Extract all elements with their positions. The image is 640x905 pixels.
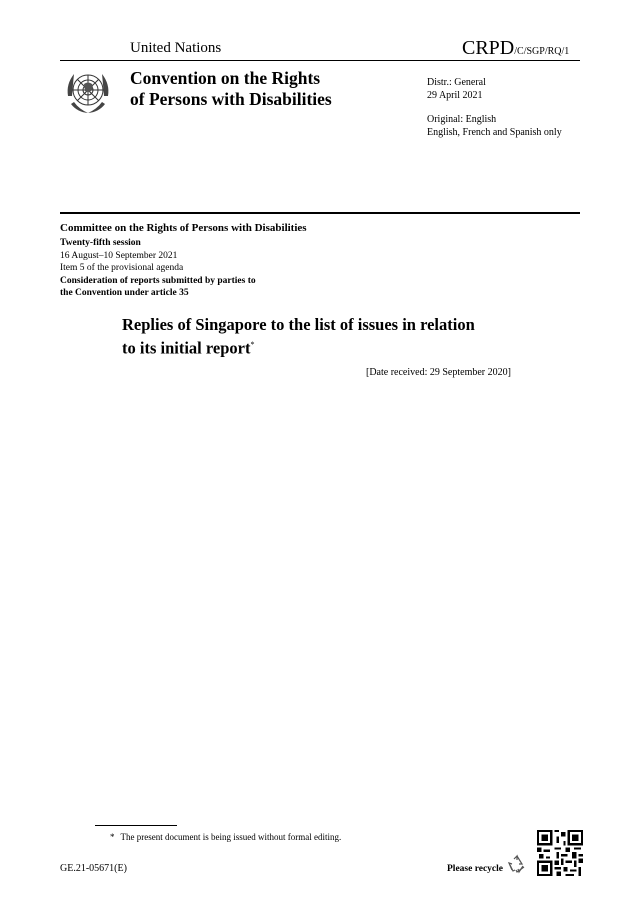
agenda-title-line2: the Convention under article 35 [60,288,189,298]
un-emblem-icon [62,66,114,118]
document-title-line1: Replies of Singapore to the list of issues in relation [122,315,475,334]
distribution-type: Distr.: General [427,77,486,88]
original-language: Original: English [427,114,497,125]
available-languages: English, French and Spanish only [427,127,562,138]
issue-date: 29 April 2021 [427,90,483,101]
section-rule [60,212,580,214]
footnote-rule [95,825,177,826]
language-block [427,113,562,139]
convention-title [130,68,332,110]
session-dates: 16 August–10 September 2021 [60,250,178,261]
header-rule [60,60,580,61]
footnote-text: The present document is being issued without formal editing. [120,832,342,842]
document-symbol [462,37,569,60]
convention-title-line1: Convention on the Rights [130,68,321,88]
footnote-reference[interactable]: * [250,340,255,349]
recycle-text: Please recycle [447,864,503,874]
agenda-item: Item 5 of the provisional agenda [60,263,184,273]
document-title-line2: to its initial report [122,338,251,358]
recycle-icon [506,853,528,875]
convention-title-line2: of Persons with Disabilities [130,89,332,109]
footnote [110,832,341,842]
session-info [60,237,256,300]
symbol-main: CRPD [462,37,515,59]
document-title [122,315,475,359]
session-name: Twenty-fifth session [60,238,141,248]
distribution-block [427,76,486,102]
organization-name: United Nations [130,40,222,56]
committee-name: Committee on the Rights of Persons with Disabilities [60,222,307,234]
qr-code-icon [537,830,583,876]
document-number: GE.21-05671(E) [60,863,127,874]
agenda-title-line1: Consideration of reports submitted by parties to [60,275,256,286]
footnote-mark: * [110,832,115,842]
symbol-suffix: /C/SGP/RQ/1 [514,46,570,57]
date-received: [Date received: 29 September 2020] [366,367,511,378]
